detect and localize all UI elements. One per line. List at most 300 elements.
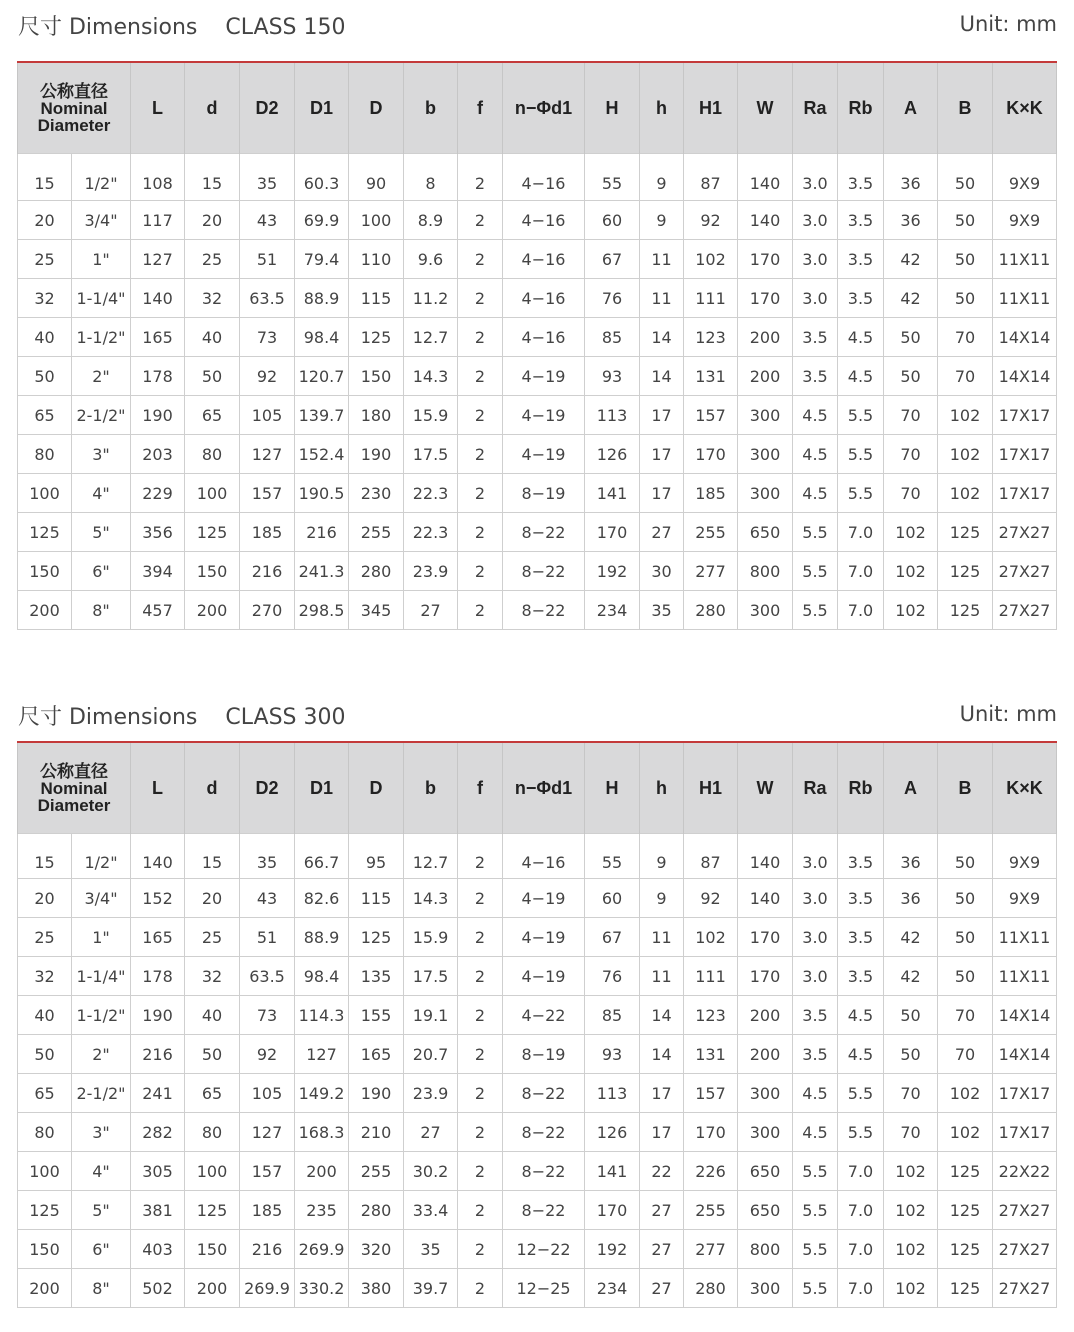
table-cell: 9.6 xyxy=(404,240,458,279)
table-cell: 125 xyxy=(938,513,993,552)
table-cell: 502 xyxy=(131,1269,185,1308)
table-cell: 280 xyxy=(349,552,404,591)
table-cell: 9X9 xyxy=(993,154,1057,201)
table-cell: 15 xyxy=(18,154,72,201)
table-row xyxy=(18,1269,1057,1308)
section-title xyxy=(18,10,346,41)
table-cell: 92 xyxy=(240,1035,295,1074)
column-header: B xyxy=(938,742,993,834)
table-cell: 139.7 xyxy=(295,396,349,435)
table-cell: 36 xyxy=(884,834,938,879)
table-cell: 17.5 xyxy=(404,957,458,996)
table-cell: 3.5 xyxy=(838,154,884,201)
table-row xyxy=(18,1230,1057,1269)
table-cell: 117 xyxy=(131,201,185,240)
table-cell: 149.2 xyxy=(295,1074,349,1113)
table-cell: 22.3 xyxy=(404,474,458,513)
table-cell: 85 xyxy=(585,996,640,1035)
table-cell: 14X14 xyxy=(993,357,1057,396)
column-header: h xyxy=(640,62,684,154)
table-cell: 8−22 xyxy=(503,591,585,630)
table-cell: 3.0 xyxy=(793,240,838,279)
table-cell: 5.5 xyxy=(838,396,884,435)
table-cell: 152 xyxy=(131,879,185,918)
table-cell: 100 xyxy=(185,1152,240,1191)
table-cell: 22 xyxy=(640,1152,684,1191)
table-cell: 50 xyxy=(938,957,993,996)
table-cell: 5.5 xyxy=(793,1191,838,1230)
table-cell: 32 xyxy=(18,957,72,996)
table-cell: 210 xyxy=(349,1113,404,1152)
table-cell: 300 xyxy=(738,1074,793,1113)
table-cell: 27 xyxy=(404,1113,458,1152)
table-cell: 123 xyxy=(684,996,738,1035)
column-header: f xyxy=(458,742,503,834)
table-cell: 269.9 xyxy=(295,1230,349,1269)
column-header: K×K xyxy=(993,742,1057,834)
table-cell: 3.0 xyxy=(793,834,838,879)
table-cell: 8" xyxy=(72,1269,131,1308)
table-row xyxy=(18,474,1057,513)
table-cell: 255 xyxy=(349,1152,404,1191)
column-header: d xyxy=(185,742,240,834)
column-header: A xyxy=(884,742,938,834)
table-cell: 67 xyxy=(585,240,640,279)
table-cell: 50 xyxy=(884,357,938,396)
table-cell: 102 xyxy=(938,1074,993,1113)
table-cell: 98.4 xyxy=(295,318,349,357)
table-cell: 80 xyxy=(185,435,240,474)
table-cell: 3.5 xyxy=(838,918,884,957)
table-cell: 8−19 xyxy=(503,1035,585,1074)
table-cell: 650 xyxy=(738,513,793,552)
table-cell: 73 xyxy=(240,996,295,1035)
table-cell: 5.5 xyxy=(793,552,838,591)
table-cell: 22X22 xyxy=(993,1152,1057,1191)
table-cell: 4.5 xyxy=(838,357,884,396)
table-cell: 17X17 xyxy=(993,435,1057,474)
column-header: D xyxy=(349,742,404,834)
table-cell: 3.0 xyxy=(793,957,838,996)
unit-label: Unit: mm xyxy=(959,12,1057,36)
table-cell: 35 xyxy=(640,591,684,630)
table-row xyxy=(18,1191,1057,1230)
table-cell: 90 xyxy=(349,154,404,201)
table-row xyxy=(18,357,1057,396)
table-cell: 9X9 xyxy=(993,834,1057,879)
table-cell: 120.7 xyxy=(295,357,349,396)
table-cell: 20 xyxy=(185,201,240,240)
table-cell: 190 xyxy=(349,435,404,474)
table-cell: 300 xyxy=(738,591,793,630)
table-cell: 1/2" xyxy=(72,154,131,201)
table-cell: 27 xyxy=(404,591,458,630)
table-cell: 185 xyxy=(240,1191,295,1230)
table-cell: 4−19 xyxy=(503,396,585,435)
table-cell: 140 xyxy=(738,879,793,918)
table-cell: 2 xyxy=(458,474,503,513)
class-label: CLASS 300 xyxy=(225,705,346,730)
table-cell: 2 xyxy=(458,435,503,474)
table-cell: 14X14 xyxy=(993,1035,1057,1074)
table-cell: 125 xyxy=(185,513,240,552)
table-cell: 131 xyxy=(684,357,738,396)
table-cell: 102 xyxy=(884,1269,938,1308)
table-cell: 33.4 xyxy=(404,1191,458,1230)
table-cell: 11X11 xyxy=(993,918,1057,957)
table-cell: 85 xyxy=(585,318,640,357)
table-cell: 66.7 xyxy=(295,834,349,879)
table-cell: 50 xyxy=(938,879,993,918)
table-cell: 100 xyxy=(349,201,404,240)
column-header: K×K xyxy=(993,62,1057,154)
table-cell: 6" xyxy=(72,1230,131,1269)
column-header: D xyxy=(349,62,404,154)
table-cell: 39.7 xyxy=(404,1269,458,1308)
table-cell: 320 xyxy=(349,1230,404,1269)
table-cell: 70 xyxy=(938,996,993,1035)
table-cell: 3.5 xyxy=(838,201,884,240)
table-cell: 8−22 xyxy=(503,513,585,552)
table-cell: 185 xyxy=(240,513,295,552)
table-cell: 92 xyxy=(684,879,738,918)
section-title xyxy=(18,700,346,731)
table-cell: 42 xyxy=(884,918,938,957)
table-cell: 43 xyxy=(240,879,295,918)
table-cell: 50 xyxy=(938,201,993,240)
table-cell: 93 xyxy=(585,357,640,396)
table-cell: 17 xyxy=(640,435,684,474)
table-cell: 9 xyxy=(640,879,684,918)
table-cell: 92 xyxy=(240,357,295,396)
table-cell: 131 xyxy=(684,1035,738,1074)
table-cell: 4.5 xyxy=(838,1035,884,1074)
table-cell: 457 xyxy=(131,591,185,630)
table-cell: 87 xyxy=(684,154,738,201)
table-cell: 7.0 xyxy=(838,1152,884,1191)
table-cell: 8−22 xyxy=(503,1113,585,1152)
table-row xyxy=(18,1074,1057,1113)
table-cell: 4−16 xyxy=(503,318,585,357)
table-cell: 36 xyxy=(884,201,938,240)
table-cell: 23.9 xyxy=(404,1074,458,1113)
table-cell: 102 xyxy=(938,1113,993,1152)
table-cell: 65 xyxy=(18,1074,72,1113)
table-cell: 356 xyxy=(131,513,185,552)
table-cell: 170 xyxy=(585,1191,640,1230)
table-cell: 70 xyxy=(884,435,938,474)
table-cell: 800 xyxy=(738,552,793,591)
table-cell: 125 xyxy=(18,1191,72,1230)
table-cell: 152.4 xyxy=(295,435,349,474)
table-cell: 269.9 xyxy=(240,1269,295,1308)
table-cell: 241.3 xyxy=(295,552,349,591)
table-cell: 27X27 xyxy=(993,1230,1057,1269)
column-header: Rb xyxy=(838,62,884,154)
table-cell: 9X9 xyxy=(993,201,1057,240)
table-cell: 115 xyxy=(349,279,404,318)
table-cell: 157 xyxy=(684,1074,738,1113)
table-cell: 50 xyxy=(938,834,993,879)
table-cell: 255 xyxy=(349,513,404,552)
table-cell: 2" xyxy=(72,357,131,396)
table-cell: 800 xyxy=(738,1230,793,1269)
table-row xyxy=(18,834,1057,879)
column-header: Rb xyxy=(838,742,884,834)
table-cell: 32 xyxy=(185,279,240,318)
table-cell: 216 xyxy=(295,513,349,552)
table-cell: 185 xyxy=(684,474,738,513)
table-cell: 190 xyxy=(131,996,185,1035)
table-cell: 27X27 xyxy=(993,552,1057,591)
table-cell: 9 xyxy=(640,834,684,879)
table-cell: 5.5 xyxy=(793,1230,838,1269)
table-cell: 111 xyxy=(684,957,738,996)
table-row xyxy=(18,435,1057,474)
table-cell: 8 xyxy=(404,154,458,201)
table-cell: 9 xyxy=(640,154,684,201)
table-cell: 226 xyxy=(684,1152,738,1191)
table-cell: 5.5 xyxy=(793,591,838,630)
table-cell: 23.9 xyxy=(404,552,458,591)
column-header: d xyxy=(185,62,240,154)
table-cell: 1-1/4" xyxy=(72,957,131,996)
table-cell: 2-1/2" xyxy=(72,396,131,435)
table-cell: 200 xyxy=(738,996,793,1035)
header-row xyxy=(18,742,1057,834)
table-cell: 2 xyxy=(458,513,503,552)
table-cell: 125 xyxy=(18,513,72,552)
table-cell: 80 xyxy=(185,1113,240,1152)
table-cell: 88.9 xyxy=(295,279,349,318)
table-cell: 17X17 xyxy=(993,474,1057,513)
table-cell: 4−16 xyxy=(503,201,585,240)
table-cell: 200 xyxy=(738,1035,793,1074)
table-cell: 8−19 xyxy=(503,474,585,513)
table-cell: 3" xyxy=(72,1113,131,1152)
table-cell: 6" xyxy=(72,552,131,591)
table-cell: 17 xyxy=(640,474,684,513)
table-cell: 102 xyxy=(884,1152,938,1191)
table-cell: 27 xyxy=(640,1191,684,1230)
table-cell: 1/2" xyxy=(72,834,131,879)
table-cell: 150 xyxy=(185,552,240,591)
table-cell: 50 xyxy=(18,357,72,396)
table-cell: 60 xyxy=(585,201,640,240)
table-cell: 11 xyxy=(640,918,684,957)
table-cell: 102 xyxy=(884,552,938,591)
table-cell: 3.5 xyxy=(793,996,838,1035)
class-150-section xyxy=(0,0,1074,620)
table-cell: 3/4" xyxy=(72,201,131,240)
table-row xyxy=(18,996,1057,1035)
table-cell: 88.9 xyxy=(295,918,349,957)
table-cell: 3.5 xyxy=(838,957,884,996)
table-cell: 2 xyxy=(458,396,503,435)
table-cell: 165 xyxy=(349,1035,404,1074)
table-cell: 12.7 xyxy=(404,834,458,879)
column-header: H xyxy=(585,62,640,154)
table-cell: 105 xyxy=(240,1074,295,1113)
table-cell: 20 xyxy=(18,201,72,240)
table-cell: 5" xyxy=(72,513,131,552)
table-cell: 14 xyxy=(640,996,684,1035)
section-header xyxy=(0,690,1074,740)
table-cell: 126 xyxy=(585,435,640,474)
table-cell: 4.5 xyxy=(793,474,838,513)
table-cell: 11 xyxy=(640,957,684,996)
table-cell: 27X27 xyxy=(993,591,1057,630)
table-cell: 168.3 xyxy=(295,1113,349,1152)
table-cell: 125 xyxy=(938,591,993,630)
table-row xyxy=(18,1113,1057,1152)
table-cell: 2 xyxy=(458,591,503,630)
table-row xyxy=(18,240,1057,279)
table-cell: 3.0 xyxy=(793,879,838,918)
table-cell: 50 xyxy=(938,240,993,279)
column-header: n−Φd1 xyxy=(503,62,585,154)
table-cell: 3.5 xyxy=(793,1035,838,1074)
table-cell: 5.5 xyxy=(793,1269,838,1308)
table-cell: 200 xyxy=(295,1152,349,1191)
table-cell: 50 xyxy=(938,154,993,201)
table-cell: 4" xyxy=(72,1152,131,1191)
table-cell: 4" xyxy=(72,474,131,513)
table-cell: 50 xyxy=(185,357,240,396)
table-row xyxy=(18,591,1057,630)
column-header: W xyxy=(738,62,793,154)
table-cell: 27X27 xyxy=(993,1191,1057,1230)
table-cell: 65 xyxy=(185,396,240,435)
table-cell: 2 xyxy=(458,279,503,318)
table-cell: 127 xyxy=(240,435,295,474)
table-cell: 14 xyxy=(640,1035,684,1074)
table-cell: 17X17 xyxy=(993,396,1057,435)
table-cell: 27 xyxy=(640,513,684,552)
table-cell: 127 xyxy=(131,240,185,279)
table-cell: 40 xyxy=(18,318,72,357)
table-cell: 157 xyxy=(240,1152,295,1191)
table-cell: 40 xyxy=(185,318,240,357)
table-cell: 170 xyxy=(738,240,793,279)
table-cell: 76 xyxy=(585,957,640,996)
table-cell: 5.5 xyxy=(793,513,838,552)
table-cell: 203 xyxy=(131,435,185,474)
table-cell: 200 xyxy=(738,357,793,396)
table-cell: 4−16 xyxy=(503,154,585,201)
table-cell: 650 xyxy=(738,1191,793,1230)
table-cell: 2 xyxy=(458,957,503,996)
table-cell: 165 xyxy=(131,918,185,957)
table-cell: 403 xyxy=(131,1230,185,1269)
table-cell: 108 xyxy=(131,154,185,201)
table-cell: 69.9 xyxy=(295,201,349,240)
table-cell: 67 xyxy=(585,918,640,957)
table-cell: 55 xyxy=(585,834,640,879)
column-header: b xyxy=(404,62,458,154)
table-cell: 102 xyxy=(884,591,938,630)
table-cell: 40 xyxy=(185,996,240,1035)
table-cell: 7.0 xyxy=(838,513,884,552)
table-cell: 27 xyxy=(640,1230,684,1269)
table-cell: 170 xyxy=(738,957,793,996)
table-cell: 2 xyxy=(458,1074,503,1113)
table-cell: 40 xyxy=(18,996,72,1035)
table-cell: 330.2 xyxy=(295,1269,349,1308)
table-cell: 2 xyxy=(458,1269,503,1308)
table-cell: 200 xyxy=(738,318,793,357)
table-cell: 50 xyxy=(884,318,938,357)
table-cell: 42 xyxy=(884,279,938,318)
table-cell: 8.9 xyxy=(404,201,458,240)
table-row xyxy=(18,552,1057,591)
table-cell: 115 xyxy=(349,879,404,918)
table-cell: 190 xyxy=(131,396,185,435)
table-cell: 4−16 xyxy=(503,834,585,879)
table-cell: 300 xyxy=(738,396,793,435)
table-cell: 17.5 xyxy=(404,435,458,474)
table-cell: 50 xyxy=(884,1035,938,1074)
table-cell: 14 xyxy=(640,357,684,396)
table-cell: 11.2 xyxy=(404,279,458,318)
table-cell: 113 xyxy=(585,1074,640,1113)
table-cell: 102 xyxy=(938,435,993,474)
table-cell: 282 xyxy=(131,1113,185,1152)
table-cell: 241 xyxy=(131,1074,185,1113)
table-cell: 200 xyxy=(18,591,72,630)
table-cell: 51 xyxy=(240,240,295,279)
table-row xyxy=(18,1035,1057,1074)
table-cell: 42 xyxy=(884,957,938,996)
table-cell: 14X14 xyxy=(993,318,1057,357)
table-cell: 15 xyxy=(185,834,240,879)
table-cell: 5" xyxy=(72,1191,131,1230)
table-cell: 380 xyxy=(349,1269,404,1308)
table-cell: 11X11 xyxy=(993,240,1057,279)
table-cell: 65 xyxy=(185,1074,240,1113)
table-cell: 216 xyxy=(240,552,295,591)
table-cell: 4.5 xyxy=(793,1074,838,1113)
table-row xyxy=(18,154,1057,201)
table-cell: 216 xyxy=(240,1230,295,1269)
table-cell: 235 xyxy=(295,1191,349,1230)
table-row xyxy=(18,318,1057,357)
table-cell: 35 xyxy=(404,1230,458,1269)
column-header: Ra xyxy=(793,742,838,834)
table-cell: 140 xyxy=(131,834,185,879)
column-header: D1 xyxy=(295,742,349,834)
table-cell: 27X27 xyxy=(993,513,1057,552)
column-header: L xyxy=(131,742,185,834)
table-cell: 2 xyxy=(458,357,503,396)
table-cell: 79.4 xyxy=(295,240,349,279)
table-cell: 27 xyxy=(640,1269,684,1308)
table-cell: 280 xyxy=(349,1191,404,1230)
table-cell: 141 xyxy=(585,1152,640,1191)
table-cell: 2 xyxy=(458,918,503,957)
table-cell: 14.3 xyxy=(404,357,458,396)
table-cell: 650 xyxy=(738,1152,793,1191)
table-cell: 155 xyxy=(349,996,404,1035)
table-cell: 70 xyxy=(938,357,993,396)
table-cell: 345 xyxy=(349,591,404,630)
table-cell: 140 xyxy=(738,154,793,201)
table-cell: 3.5 xyxy=(838,879,884,918)
table-cell: 80 xyxy=(18,1113,72,1152)
table-cell: 4.5 xyxy=(793,435,838,474)
table-cell: 140 xyxy=(738,201,793,240)
table-cell: 12−25 xyxy=(503,1269,585,1308)
